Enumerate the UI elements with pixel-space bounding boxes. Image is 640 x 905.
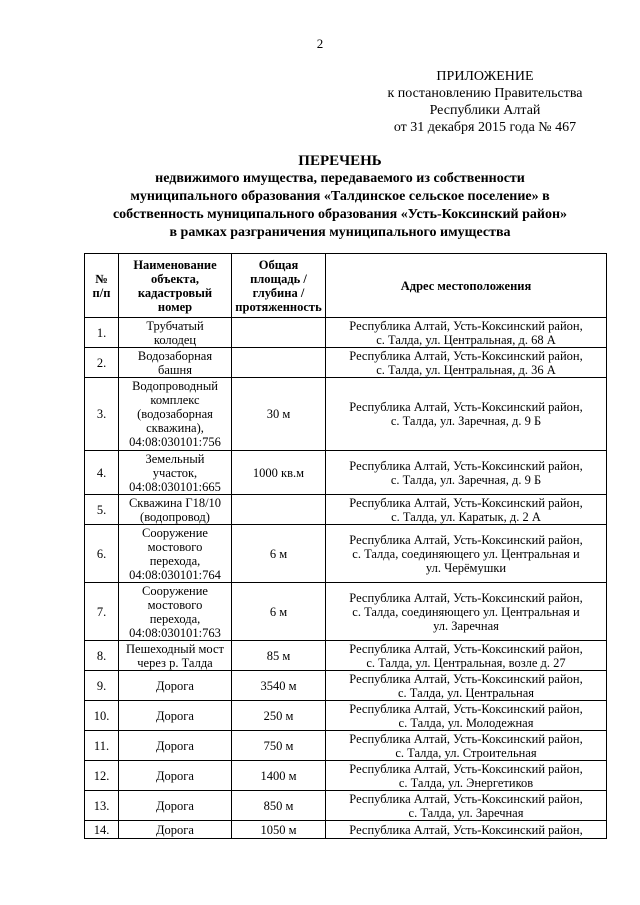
header-text: Адрес местоположения (400, 278, 532, 293)
header-num (85, 254, 119, 318)
cell-address (326, 525, 607, 583)
cell-num: 2. (85, 348, 119, 378)
cell-line: колодец (153, 332, 197, 347)
cell-line: Республика Алтай, Усть-Коксинский район, (349, 761, 583, 776)
cell-line: Республика Алтай, Усть-Коксинский район, (349, 641, 583, 656)
cell-area: 850 м (232, 791, 326, 821)
cell-address (326, 348, 607, 378)
table-row (85, 525, 607, 583)
cell-line: с. Талда, соединяющего ул. Центральная и (352, 546, 580, 561)
cell-address (326, 641, 607, 671)
cell-line: мостового (147, 539, 203, 554)
cell-name (119, 761, 232, 791)
cell-address (326, 821, 607, 839)
table-row (85, 348, 607, 378)
cell-address (326, 451, 607, 495)
cell-address (326, 731, 607, 761)
cell-name (119, 821, 232, 839)
cell-num: 10. (85, 701, 119, 731)
appendix-date: от 31 декабря 2015 года № 467 (393, 120, 577, 135)
header-name (119, 254, 232, 318)
cell-line: с. Талда, ул. Центральная, д. 68 А (376, 332, 556, 347)
title-line: недвижимого имущества, передаваемого из собственности (155, 171, 525, 186)
cell-name (119, 525, 232, 583)
cell-line: мостового (147, 597, 203, 612)
cell-num: 9. (85, 671, 119, 701)
cell-line: Республика Алтай, Усть-Коксинский район, (349, 400, 583, 414)
cell-address (326, 701, 607, 731)
document-title (60, 152, 620, 242)
cell-line: Дорога (156, 798, 194, 813)
cell-line: с. Талда, ул. Центральная, возле д. 27 (366, 655, 566, 670)
cell-line: 04:08:030101:764 (129, 567, 221, 582)
cell-line: с. Талда, ул. Энергетиков (398, 775, 534, 790)
cell-name (119, 701, 232, 731)
cell-line: через р. Талда (137, 655, 213, 670)
cell-line: ул. Черёмушки (425, 560, 507, 575)
cell-line: башня (158, 362, 192, 377)
header-text: кадастровый (137, 285, 213, 300)
table-row (85, 318, 607, 348)
header-text: Наименование (133, 257, 217, 272)
cell-line: Земельный (145, 451, 205, 466)
cell-line: перехода, (149, 611, 201, 626)
cell-line: с. Талда, ул. Молодежная (398, 715, 534, 730)
cell-line: с. Талда, ул. Центральная, д. 36 А (376, 362, 556, 377)
cell-area: 1000 кв.м (232, 451, 326, 495)
cell-line: Республика Алтай, Усть-Коксинский район, (349, 590, 583, 605)
cell-num: 14. (85, 821, 119, 839)
cell-line: с. Талда, ул. Заречная, д. 9 Б (390, 472, 542, 487)
property-table (84, 253, 607, 839)
cell-line: (водопровод) (140, 509, 210, 524)
cell-line: с. Талда, ул. Центральная (397, 685, 535, 700)
header-text: номер (157, 299, 193, 314)
table-row (85, 451, 607, 495)
appendix-title: ПРИЛОЖЕНИЕ (436, 69, 534, 84)
cell-line: с. Талда, соединяющего ул. Центральная и (352, 604, 580, 619)
cell-line: Республика Алтай, Усть-Коксинский район, (349, 822, 583, 837)
cell-name (119, 791, 232, 821)
cell-area: 1400 м (232, 761, 326, 791)
cell-name (119, 641, 232, 671)
cell-line: Дорога (156, 768, 194, 783)
cell-address (326, 378, 607, 451)
title-line: собственность муниципального образования «Усть-Коксинский район» (112, 207, 568, 222)
cell-area: 6 м (232, 525, 326, 583)
cell-address (326, 671, 607, 701)
cell-line: с. Талда, ул. Заречная (408, 805, 524, 820)
header-text: глубина / (252, 285, 305, 300)
header-text: объекта, (151, 271, 199, 286)
header-text: п/п (92, 285, 111, 300)
cell-line: скважина), (146, 421, 204, 435)
cell-line: Водопроводный (132, 379, 218, 393)
table-row (85, 378, 607, 451)
cell-area (232, 318, 326, 348)
header-address (326, 254, 607, 318)
cell-line: Республика Алтай, Усть-Коксинский район, (349, 458, 583, 473)
header-text: Общая (258, 257, 299, 272)
table-row (85, 495, 607, 525)
cell-line: с. Талда, ул. Заречная, д. 9 Б (390, 414, 542, 428)
cell-num: 11. (85, 731, 119, 761)
cell-line: с. Талда, ул. Строительная (395, 745, 537, 760)
title-heading: ПЕРЕЧЕНЬ (298, 153, 382, 169)
header-text: протяженность (235, 299, 322, 314)
cell-line: Дорога (156, 678, 194, 693)
cell-num: 6. (85, 525, 119, 583)
cell-num: 8. (85, 641, 119, 671)
header-text: площадь / (250, 271, 307, 286)
table-header-row (85, 254, 607, 318)
table-row (85, 583, 607, 641)
table-row (85, 701, 607, 731)
cell-num: 12. (85, 761, 119, 791)
cell-name (119, 671, 232, 701)
cell-line: Пешеходный мост (126, 641, 224, 656)
cell-line: Дорога (156, 738, 194, 753)
cell-line: Республика Алтай, Усть-Коксинский район, (349, 348, 583, 363)
cell-area: 3540 м (232, 671, 326, 701)
cell-line: Республика Алтай, Усть-Коксинский район, (349, 731, 583, 746)
cell-name (119, 583, 232, 641)
table-row (85, 671, 607, 701)
header-area (232, 254, 326, 318)
table-row (85, 641, 607, 671)
appendix-block (360, 68, 610, 136)
table-row (85, 731, 607, 761)
cell-address (326, 318, 607, 348)
cell-line: 04:08:030101:756 (129, 435, 221, 449)
cell-area: 1050 м (232, 821, 326, 839)
cell-area: 30 м (232, 378, 326, 451)
cell-line: Республика Алтай, Усть-Коксинский район, (349, 791, 583, 806)
appendix-line: к постановлению Правительства (387, 86, 583, 101)
cell-name (119, 731, 232, 761)
cell-area: 250 м (232, 701, 326, 731)
cell-area: 85 м (232, 641, 326, 671)
table-row (85, 821, 607, 839)
cell-area: 750 м (232, 731, 326, 761)
cell-num: 3. (85, 378, 119, 451)
cell-line: перехода, (149, 553, 201, 568)
cell-address (326, 791, 607, 821)
page-number: 2 (316, 36, 324, 51)
title-line: муниципального образования «Талдинское сельское поселение» в (130, 189, 550, 204)
cell-name (119, 495, 232, 525)
cell-line: Трубчатый (146, 318, 204, 333)
cell-name (119, 318, 232, 348)
cell-line: Скважина Г18/10 (128, 495, 222, 510)
table-row (85, 761, 607, 791)
cell-num: 7. (85, 583, 119, 641)
cell-name (119, 378, 232, 451)
cell-line: комплекс (150, 393, 200, 407)
cell-area: 6 м (232, 583, 326, 641)
cell-area (232, 495, 326, 525)
cell-num: 4. (85, 451, 119, 495)
cell-line: ул. Заречная (433, 618, 499, 633)
cell-address (326, 495, 607, 525)
title-line: в рамках разграничения муниципального имущества (169, 225, 511, 240)
cell-line: Дорога (156, 822, 194, 837)
cell-line: Республика Алтай, Усть-Коксинский район, (349, 671, 583, 686)
table-body (85, 318, 607, 839)
cell-area (232, 348, 326, 378)
appendix-line: Республики Алтай (429, 103, 541, 118)
cell-line: Сооружение (142, 525, 208, 540)
cell-name (119, 348, 232, 378)
cell-line: (водозаборная (137, 407, 213, 421)
cell-num: 5. (85, 495, 119, 525)
cell-num: 1. (85, 318, 119, 348)
cell-address (326, 583, 607, 641)
cell-line: Дорога (156, 708, 194, 723)
cell-num: 13. (85, 791, 119, 821)
cell-line: участок, (152, 465, 198, 480)
cell-line: Республика Алтай, Усть-Коксинский район, (349, 532, 583, 547)
cell-line: 04:08:030101:763 (129, 625, 221, 640)
cell-line: с. Талда, ул. Каратык, д. 2 А (391, 509, 541, 524)
cell-line: Республика Алтай, Усть-Коксинский район, (349, 318, 583, 333)
cell-name (119, 451, 232, 495)
cell-address (326, 761, 607, 791)
table-row (85, 791, 607, 821)
cell-line: Республика Алтай, Усть-Коксинский район, (349, 495, 583, 510)
header-text: № (95, 271, 108, 286)
cell-line: Сооружение (142, 583, 208, 598)
cell-line: Водозаборная (137, 348, 213, 363)
cell-line: Республика Алтай, Усть-Коксинский район, (349, 701, 583, 716)
cell-line: 04:08:030101:665 (129, 479, 221, 494)
